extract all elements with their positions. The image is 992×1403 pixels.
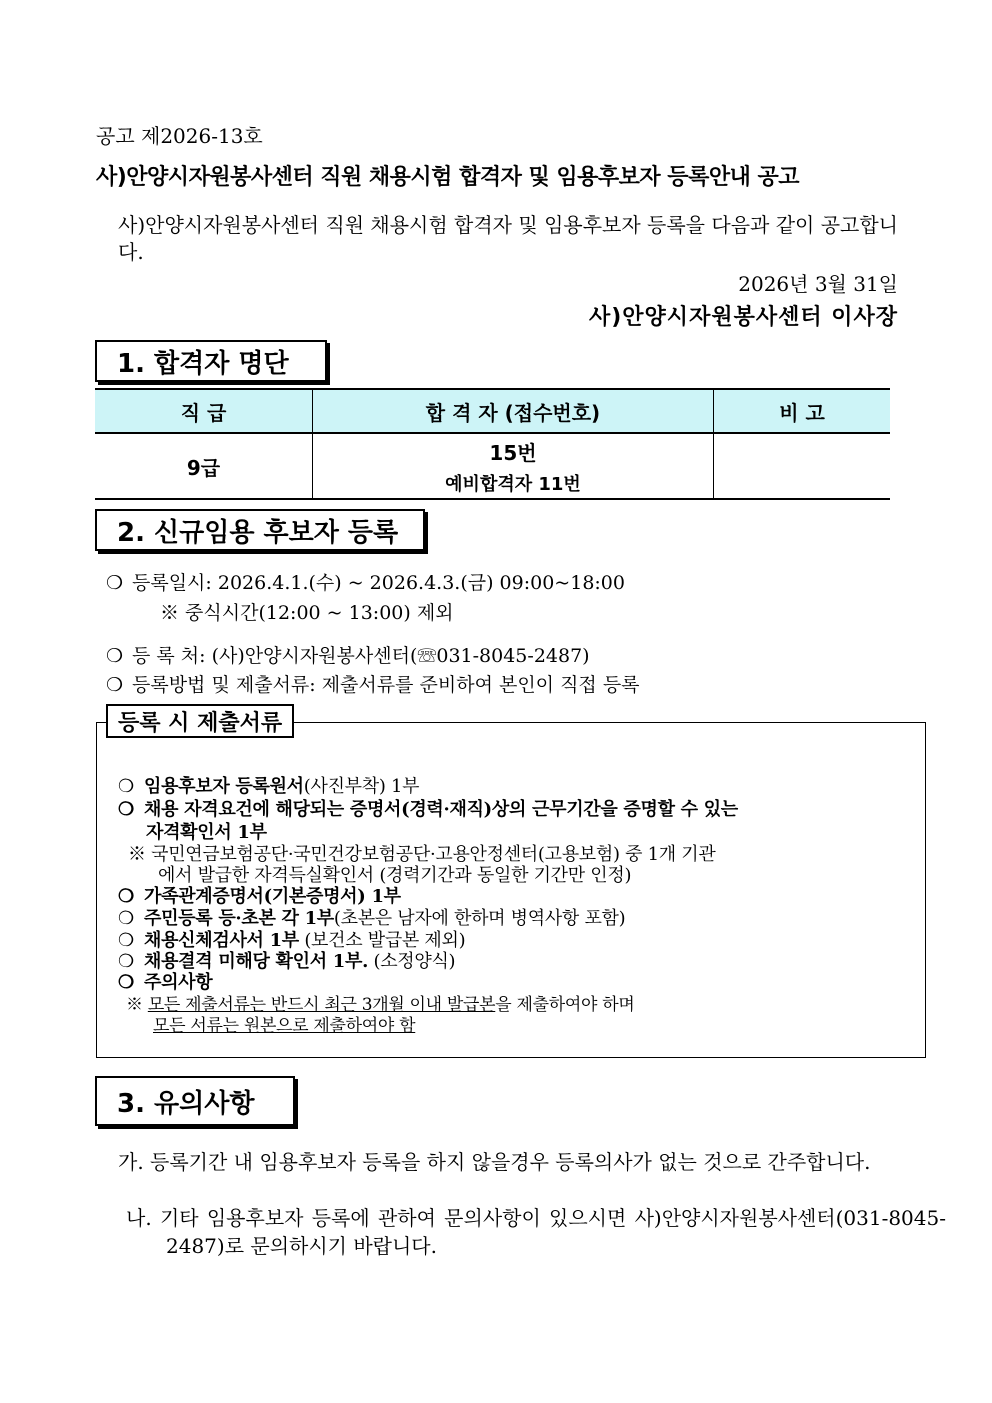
doc-item-text: 가족관계증명서(기본증명서) 1부 xyxy=(144,886,401,907)
documents-box-title: 등록 시 제출서류 xyxy=(106,704,294,738)
cell-grade: 9급 xyxy=(95,433,313,499)
circle-bullet-icon: ❍ xyxy=(118,886,134,907)
notice-number: 공고 제2026-13호 xyxy=(96,124,263,148)
doc-item-text: 채용 자격요건에 해당되는 증명서(경력·재직)상의 근무기간을 증명할 수 있는 xyxy=(144,799,738,820)
caution-underlined: 모든 제출서류는 반드시 최근 3개월 이내 발급본 xyxy=(147,995,496,1015)
reserve-passer: 예비합격자 11번 xyxy=(445,473,581,495)
period-text: 등록일시: 2026.4.1.(수) ~ 2026.4.3.(금) 09:00~18:00 xyxy=(132,572,625,594)
place-text: 등 록 처: (사)안양시자원봉사센터(☏031-8045-2487) xyxy=(132,645,590,667)
circle-bullet-icon: ❍ xyxy=(106,674,124,696)
col-remark: 비 고 xyxy=(714,389,891,433)
circle-bullet-icon: ❍ xyxy=(118,930,134,951)
passer-table xyxy=(95,388,890,500)
col-grade: 직 급 xyxy=(95,389,313,433)
doc-item-bold: 주민등록 등·초본 각 1부 xyxy=(144,908,334,929)
issuer: 사)안양시자원봉사센터 이사장 xyxy=(589,305,898,330)
cell-remark xyxy=(714,433,891,499)
circle-bullet-icon: ❍ xyxy=(106,572,124,594)
caution-line-2: 모든 서류는 원본으로 제출하여야 함 xyxy=(153,1016,416,1036)
doc-note-cont: 에서 발급한 자격득실확인서 (경력기간과 동일한 기간만 인정) xyxy=(158,865,632,886)
circle-bullet-icon: ❍ xyxy=(118,799,134,820)
page-title: 사)안양시자원봉사센터 직원 채용시험 합격자 및 임용후보자 등록안내 공고 xyxy=(96,165,799,190)
doc-item-rest: (소정양식) xyxy=(368,951,456,972)
circle-bullet-icon: ❍ xyxy=(118,776,134,797)
doc-item-rest: (보건소 발급본 제외) xyxy=(298,930,466,951)
col-passer: 합 격 자 (접수번호) xyxy=(313,389,714,433)
method-line xyxy=(106,670,640,697)
section1-title: 1. 합격자 명단 xyxy=(95,340,327,382)
doc-note: ※ 국민연금보험공단·국민건강보험공단·고용안정센터(고용보험) 중 1개 기관 xyxy=(128,844,716,865)
intro-text: 사)안양시자원봉사센터 직원 채용시험 합격자 및 임용후보자 등록을 다음과 같이 공고합니다. xyxy=(118,213,898,264)
doc-item-bold: 임용후보자 등록원서 xyxy=(144,776,304,797)
period-line xyxy=(106,568,625,595)
reference-mark-icon: ※ xyxy=(126,995,143,1015)
section2-title: 2. 신규임용 후보자 등록 xyxy=(95,509,425,551)
note-item-ga: 가. 등록기간 내 임용후보자 등록을 하지 않을경우 등록의사가 없는 것으로 간주합니다. xyxy=(118,1150,871,1174)
doc-item-rest: (초본은 남자에 한하며 병역사항 포함) xyxy=(333,908,626,929)
method-text: 등록방법 및 제출서류: 제출서류를 준비하여 본인이 직접 등록 xyxy=(132,674,640,696)
circle-bullet-icon: ❍ xyxy=(118,951,134,972)
doc-item-bold: 채용신체검사서 1부 xyxy=(144,930,299,951)
table-header-row xyxy=(95,389,890,433)
circle-bullet-icon: ❍ xyxy=(118,908,134,929)
note-item-na: 나. 기타 임용후보자 등록에 관하여 문의사항이 있으시면 사)안양시자원봉사센터(031-8045-2487)로 문의하시기 바랍니다. xyxy=(126,1206,946,1258)
doc-item-rest: (사진부착) 1부 xyxy=(303,776,420,797)
notice-date: 2026년 3월 31일 xyxy=(738,272,898,296)
caution-rest: 을 제출하여야 하며 xyxy=(495,995,635,1015)
place-line xyxy=(106,641,590,668)
passer-number: 15번 xyxy=(489,440,537,465)
doc-item-bold: 채용결격 미해당 확인서 1부. xyxy=(144,951,369,972)
period-note: ※ 중식시간(12:00 ~ 13:00) 제외 xyxy=(160,602,454,624)
doc-item-text: 주의사항 xyxy=(144,972,213,993)
circle-bullet-icon: ❍ xyxy=(106,645,124,667)
circle-bullet-icon: ❍ xyxy=(118,972,134,993)
section3-title: 3. 유의사항 xyxy=(95,1076,295,1126)
doc-item-cont: 자격확인서 1부 xyxy=(146,822,267,843)
table-row xyxy=(95,433,890,499)
cell-passer xyxy=(313,433,714,499)
